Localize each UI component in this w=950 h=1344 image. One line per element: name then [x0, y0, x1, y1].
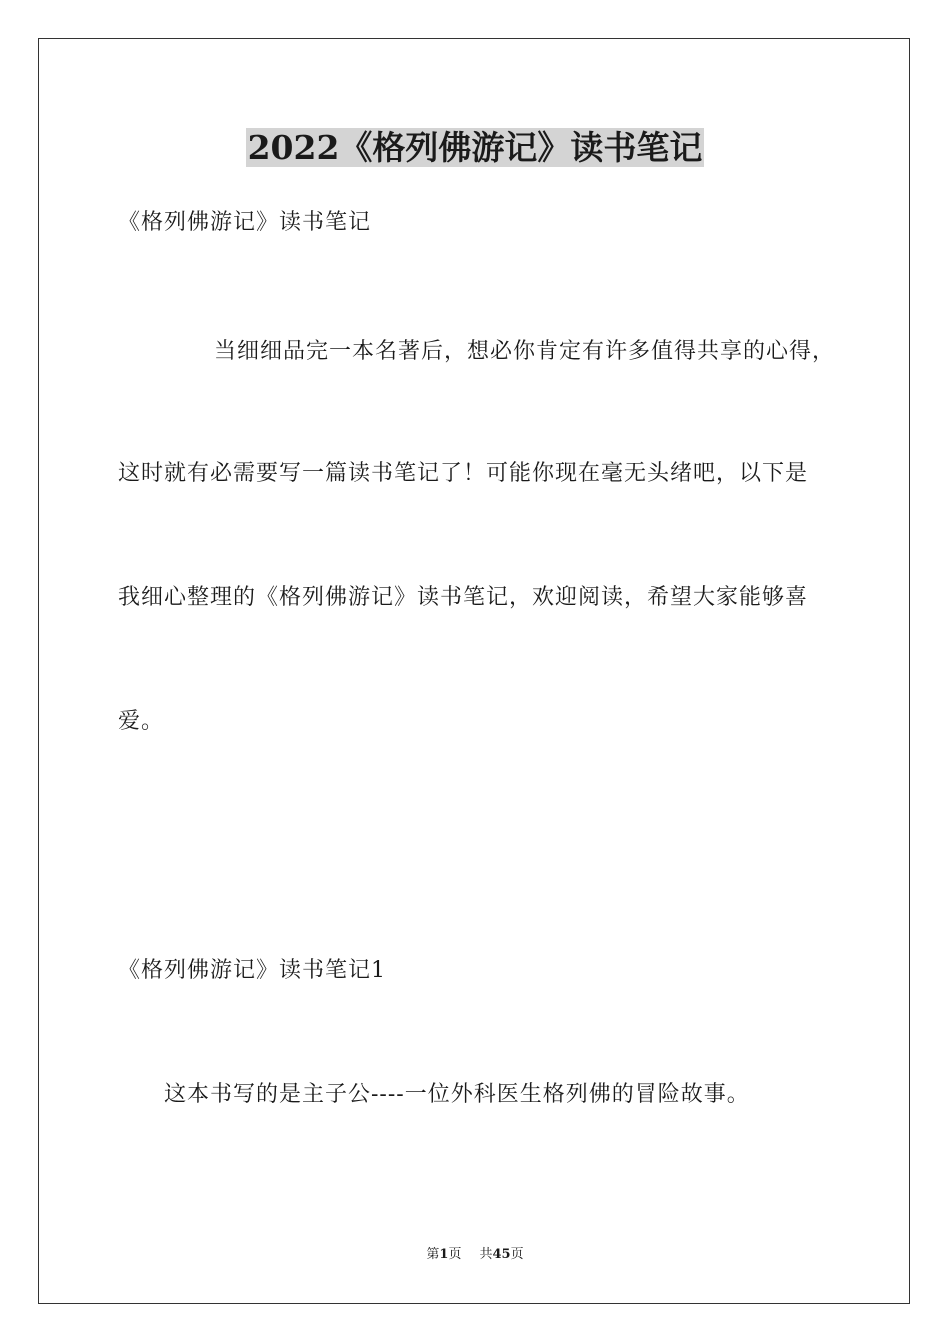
- page-label-prefix: 第: [426, 1247, 440, 1262]
- intro-line-1: 当细细品完一本名著后，想必你肯定有许多值得共享的心得，: [214, 339, 836, 364]
- document-title: [0, 128, 950, 168]
- total-label-suffix: 页: [510, 1247, 524, 1262]
- section-heading: 《格列佛游记》读书笔记1: [118, 958, 386, 983]
- intro-line-2: 这时就有必需要写一篇读书笔记了！可能你现在毫无头绪吧，以下是: [118, 461, 809, 486]
- page-label-suffix: 页: [448, 1247, 462, 1262]
- total-pages: 45: [492, 1247, 511, 1262]
- intro-line-4: 爱。: [118, 709, 165, 734]
- page-number: 1: [439, 1247, 449, 1262]
- page-footer: [0, 1246, 950, 1264]
- total-label-prefix: 共: [479, 1247, 493, 1262]
- intro-line-3: 我细心整理的《格列佛游记》读书笔记，欢迎阅读，希望大家能够喜: [118, 585, 809, 610]
- section-line-1: 这本书写的是主子公----一位外科医生格列佛的冒险故事。: [164, 1082, 750, 1107]
- document-title-text: 2022《格列佛游记》读书笔记: [247, 128, 703, 167]
- document-subtitle: 《格列佛游记》读书笔记: [118, 210, 372, 235]
